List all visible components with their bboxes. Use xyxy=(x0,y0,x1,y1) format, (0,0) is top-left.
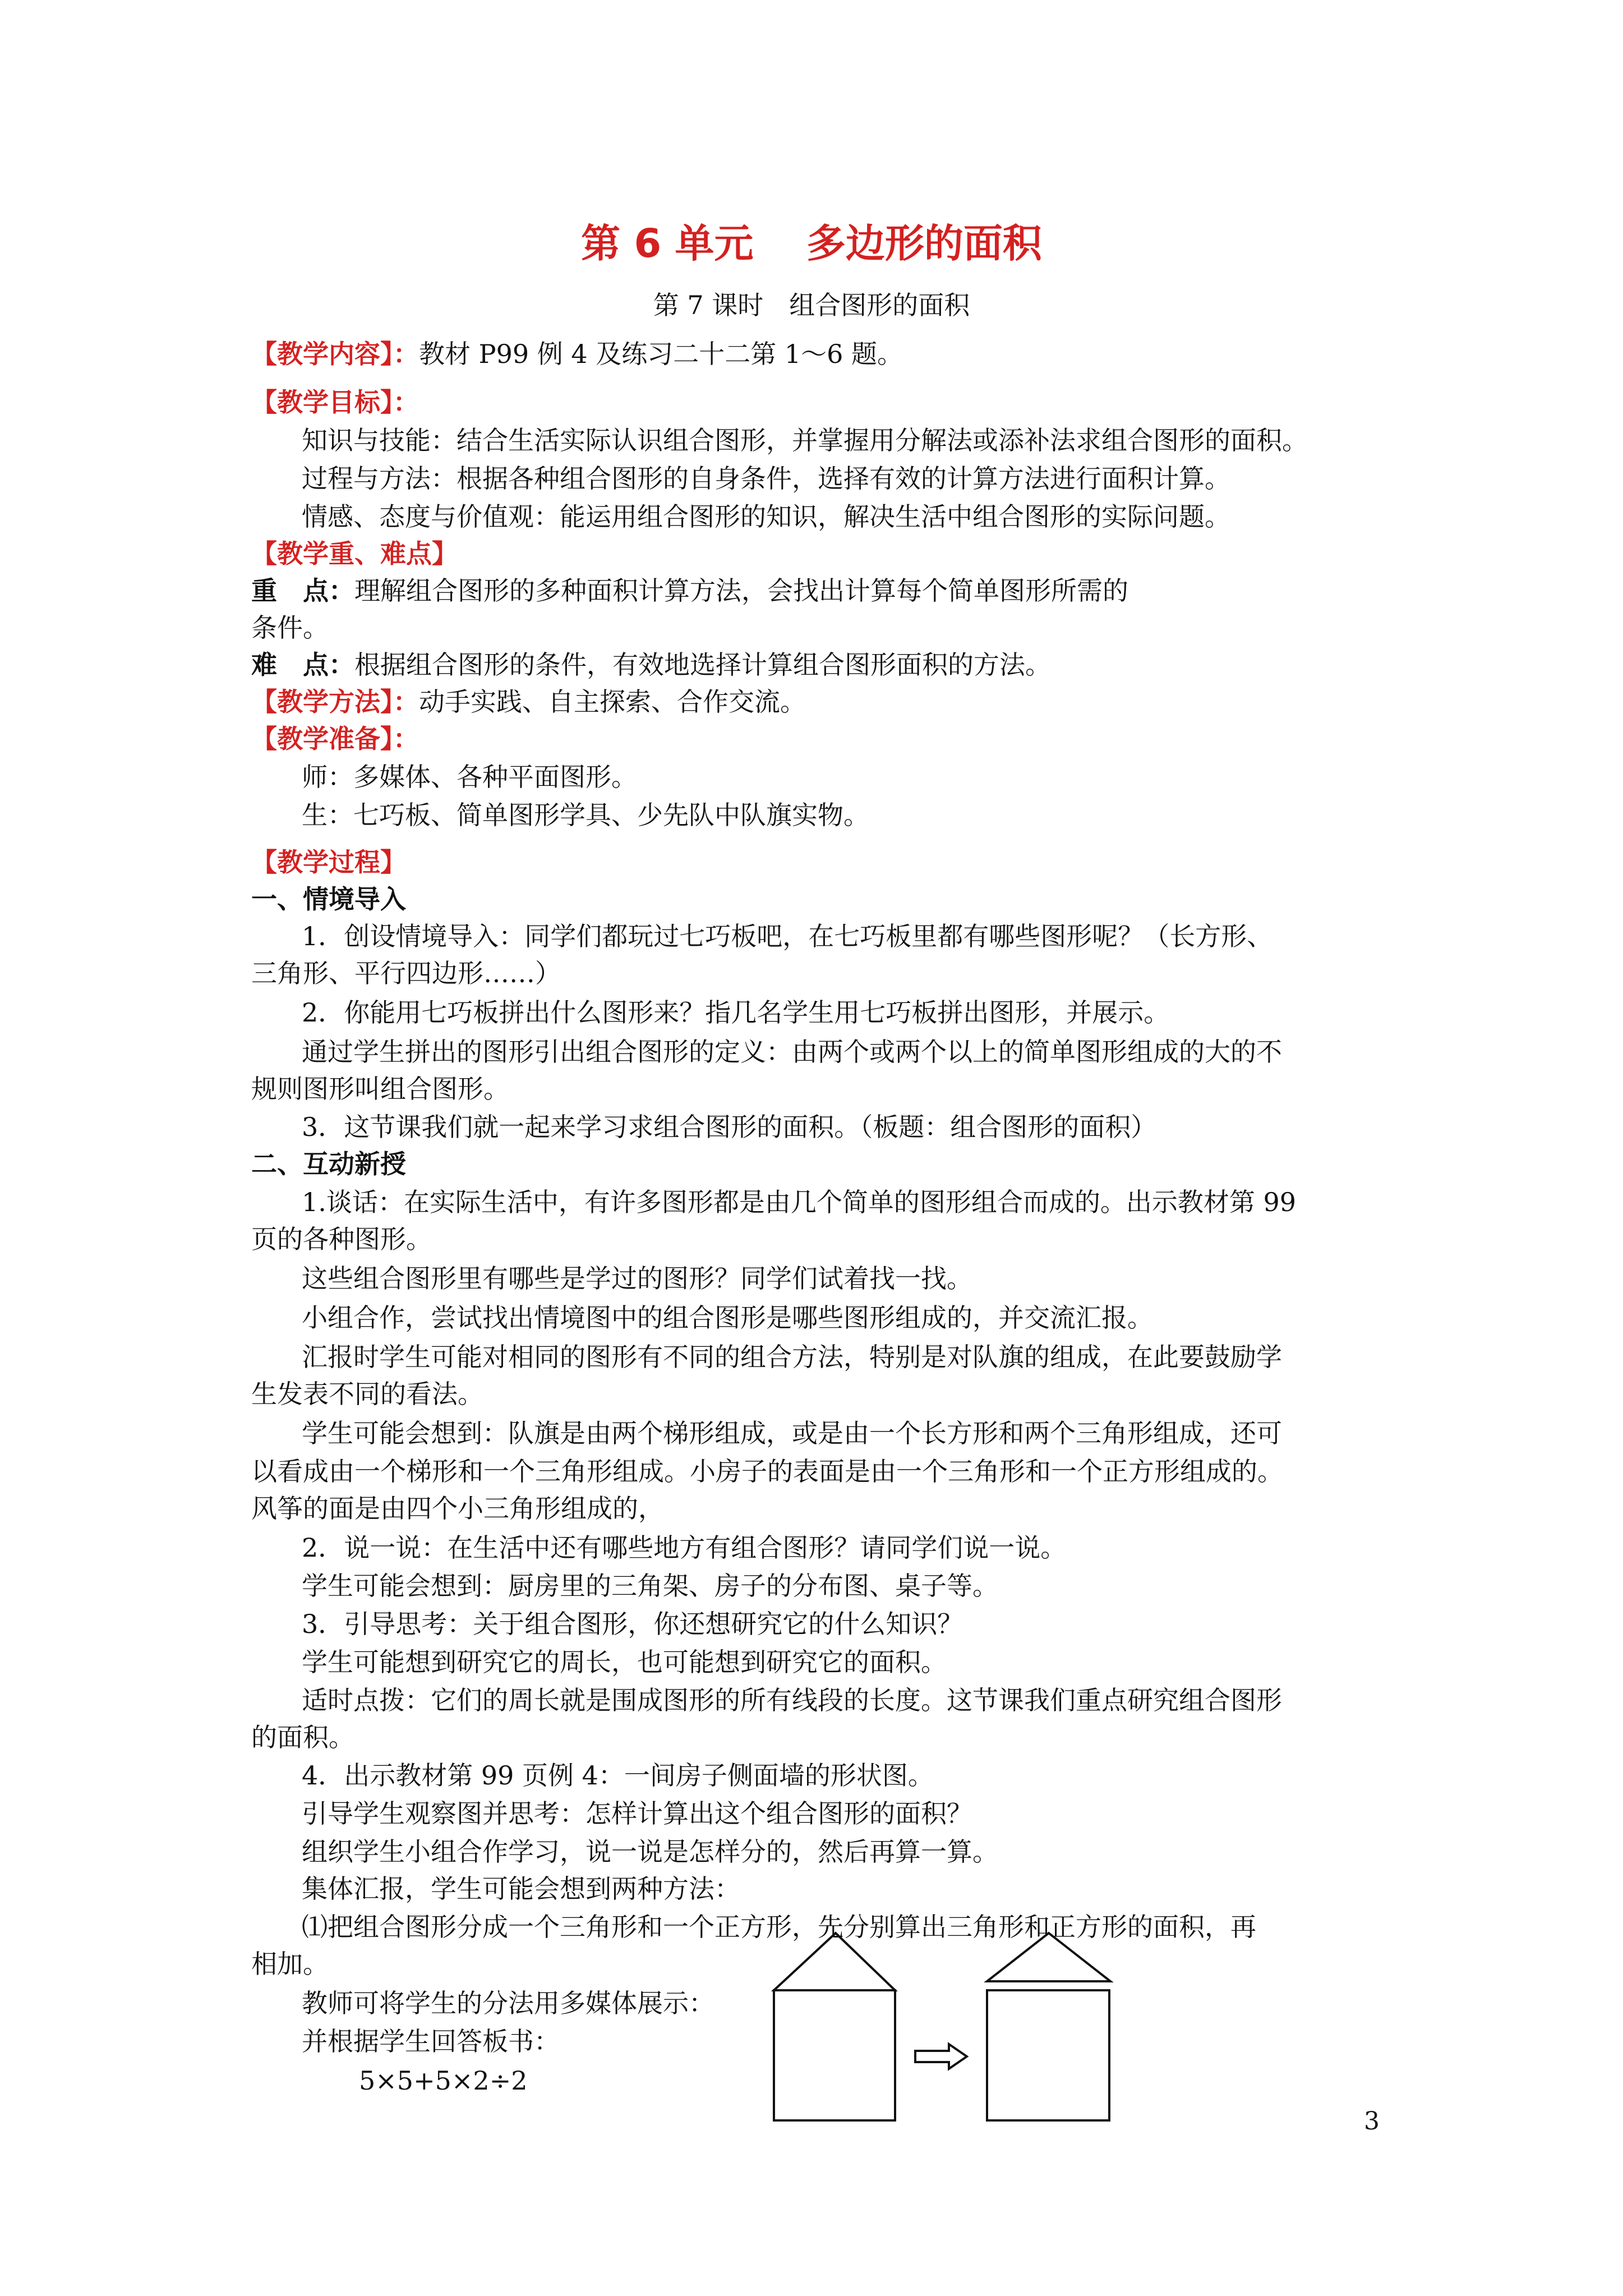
process-line: 2．你能用七巧板拼出什么图形来？指几名学生用七巧板拼出图形，并展示。 xyxy=(302,997,1170,1028)
process-line: 以看成由一个梯形和一个三角形组成。小房子的表面是由一个三角形和一个正方形组成的。 xyxy=(251,1456,1283,1487)
teaching-prep-heading xyxy=(251,720,1390,757)
difficulty-line xyxy=(251,646,1390,683)
teaching-goals-label: 【教学目标】： xyxy=(251,387,419,417)
teaching-content-label: 【教学内容】： xyxy=(251,339,419,369)
process-line: 引导学生观察图并思考：怎样计算出这个组合图形的面积？ xyxy=(302,1798,972,1829)
key-points-heading xyxy=(251,535,1390,572)
teaching-method-label: 【教学方法】： xyxy=(251,687,419,717)
teaching-method xyxy=(251,683,1390,720)
process-line: ⑴把组合图形分成一个三角形和一个正方形，先分别算出三角形和正方形的面积，再 xyxy=(302,1912,1256,1942)
process-line: 学生可能会想到：厨房里的三角架、房子的分布图、桌子等。 xyxy=(302,1571,998,1601)
process-line: 组织学生小组合作学习，说一说是怎样分的，然后再算一算。 xyxy=(302,1837,998,1867)
process-line: 相加。 xyxy=(251,1949,329,1979)
process-line: 风筝的面是由四个小三角形组成的， xyxy=(251,1493,664,1524)
process-line: 学生可能想到研究它的周长，也可能想到研究它的面积。 xyxy=(302,1647,947,1677)
right-square xyxy=(987,1990,1109,2120)
left-square xyxy=(774,1990,895,2120)
house-division-figure xyxy=(768,1927,1396,2129)
process-line: 页的各种图形。 xyxy=(251,1224,432,1254)
teaching-method-text: 动手实践、自主探索、合作交流。 xyxy=(419,687,806,717)
lesson-subtitle: 第 7 课时 组合图形的面积 xyxy=(653,290,970,320)
section-2-title: 二、互动新授 xyxy=(251,1149,406,1179)
goal-item: 知识与技能：结合生活实际认识组合图形，并掌握用分解法或添补法求组合图形的面积。 xyxy=(302,425,1308,455)
process-line: 汇报时学生可能对相同的图形有不同的组合方法，特别是对队旗的组成，在此要鼓励学 xyxy=(302,1342,1282,1372)
teaching-process-heading xyxy=(251,844,1390,881)
teaching-goals-heading xyxy=(251,384,1390,421)
focus-line xyxy=(251,572,1390,609)
process-line: 教师可将学生的分法用多媒体展示： xyxy=(302,1988,714,2018)
section-1-title: 一、情境导入 xyxy=(251,884,406,914)
difficulty-text: 根据组合图形的条件，有效地选择计算组合图形面积的方法。 xyxy=(354,650,1051,680)
teaching-content-text: 教材 P99 例 4 及练习二十二第 1～6 题。 xyxy=(419,339,903,369)
focus-text: 理解组合图形的多种面积计算方法，会找出计算每个简单图形所需的 xyxy=(354,576,1128,606)
difficulty-label: 难 点： xyxy=(251,650,354,680)
process-line: 通过学生拼出的图形引出组合图形的定义：由两个或两个以上的简单图形组成的大的不 xyxy=(302,1037,1282,1067)
process-line: 并根据学生回答板书： xyxy=(302,2026,560,2056)
process-line: 3．引导思考：关于组合图形，你还想研究它的什么知识？ xyxy=(302,1609,963,1639)
prep-student: 生：七巧板、简单图形学具、少先队中队旗实物。 xyxy=(302,800,869,830)
process-line: 三角形、平行四边形……） xyxy=(251,958,561,988)
process-line: 适时点拨：它们的周长就是围成图形的所有线段的长度。这节课我们重点研究组合图形 xyxy=(302,1685,1282,1715)
process-line: 3．这节课我们就一起来学习求组合图形的面积。（板题：组合图形的面积） xyxy=(302,1112,1157,1142)
process-line: 的面积。 xyxy=(251,1722,354,1752)
process-line: 1.谈话：在实际生活中，有许多图形都是由几个简单的图形组合而成的。出示教材第 99 xyxy=(302,1187,1297,1217)
board-formula: 5×5+5×2÷2 xyxy=(359,2065,528,2096)
process-line: 规则图形叫组合图形。 xyxy=(251,1074,509,1104)
right-roof-triangle xyxy=(987,1933,1110,1981)
process-line: 集体汇报，学生可能会想到两种方法： xyxy=(302,1874,740,1904)
process-line: 学生可能会想到：队旗是由两个梯形组成，或是由一个长方形和两个三角形组成，还可 xyxy=(302,1418,1282,1448)
arrow-icon xyxy=(915,2044,967,2069)
process-line: 4．出示教材第 99 页例 4：一间房子侧面墙的形状图。 xyxy=(302,1760,934,1791)
goal-item: 过程与方法：根据各种组合图形的自身条件，选择有效的计算方法进行面积计算。 xyxy=(302,463,1230,494)
process-line: 小组合作，尝试找出情境图中的组合图形是哪些图形组成的，并交流汇报。 xyxy=(302,1303,1153,1333)
teaching-content xyxy=(251,335,1390,372)
process-line: 1．创设情境导入：同学们都玩过七巧板吧，在七巧板里都有哪些图形呢？（长方形、 xyxy=(302,921,1273,951)
left-roof-triangle xyxy=(774,1933,895,1990)
page-number: 3 xyxy=(1364,2107,1380,2136)
focus-label: 重 点： xyxy=(251,576,354,606)
process-line: 这些组合图形里有哪些是学过的图形？同学们试着找一找。 xyxy=(302,1263,972,1294)
focus-line-cont: 条件。 xyxy=(251,613,329,643)
teaching-process-label: 【教学过程】 xyxy=(251,847,406,877)
goal-item: 情感、态度与价值观：能运用组合图形的知识，解决生活中组合图形的实际问题。 xyxy=(302,501,1230,532)
unit-title: 第 6 单元 多边形的面积 xyxy=(581,220,1042,266)
key-points-label: 【教学重、难点】 xyxy=(251,539,458,569)
teaching-prep-label: 【教学准备】： xyxy=(251,724,419,754)
process-line: 生发表不同的看法。 xyxy=(251,1379,483,1409)
prep-teacher: 师：多媒体、各种平面图形。 xyxy=(302,762,637,792)
process-line: 2．说一说：在生活中还有哪些地方有组合图形？请同学们说一说。 xyxy=(302,1533,1067,1563)
